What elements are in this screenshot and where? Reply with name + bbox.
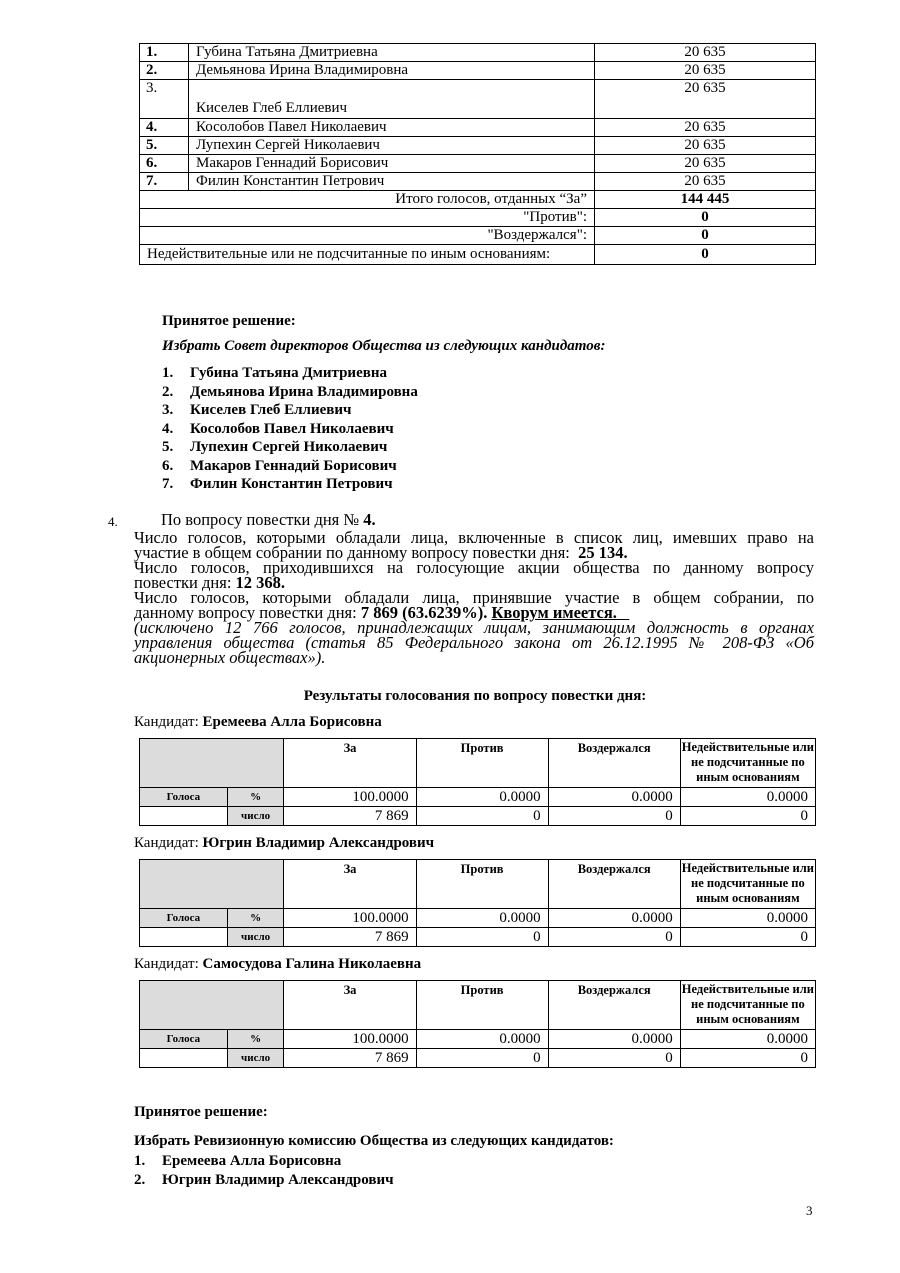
candidate-name: Филин Константин Петрович [189,173,595,191]
q4-line-7: (исключено 12 766 голосов, принадлежащих лицам, занимающим должность в органах [134,618,814,637]
against-value: 0 [595,209,816,227]
cell: 0 [548,928,680,947]
decision-heading: Принятое решение: [134,1104,268,1120]
cell: 100.0000 [284,788,416,807]
q4-line-6: данному вопросу повестки дня: 7 869 (63.6239%). Кворум имеется. [134,603,617,622]
vote-count: 20 635 [595,62,816,80]
question-title: По вопросу повестки дня № 4. [161,510,376,529]
vote-count: 20 635 [595,155,816,173]
percent-label: % [227,1030,284,1049]
cell: 100.0000 [284,909,416,928]
header-invalid: Недействительные или не подсчитанные по иным основаниям [680,981,815,1030]
cell: 0 [548,807,680,826]
table-header-row [140,739,816,788]
candidate-name: Киселев Глеб Еллиевич [189,80,595,119]
row-number: 4. [140,119,189,137]
q4-line-9: акционерных обществах»). [134,648,326,667]
table-row [140,155,816,173]
row-number: 3. [140,80,189,119]
cell: 0 [680,807,815,826]
decision-subheading: Избрать Совет директоров Общества из следующих кандидатов: [162,338,606,354]
abstain-label: "Воздержался": [140,227,595,245]
vote-count: 20 635 [595,44,816,62]
list-item: 5. Лупехин Сергей Николаевич [162,439,388,455]
cell: 0.0000 [416,788,548,807]
row-number: 2. [140,62,189,80]
candidate-vote-table [139,859,816,947]
percent-label: % [227,788,284,807]
question-number: 4. [108,514,118,529]
cell: 0 [416,1049,548,1068]
cell: 7 869 [284,1049,416,1068]
list-item: 4. Косолобов Павел Николаевич [162,420,394,437]
percent-label: % [227,909,284,928]
cell: 0 [548,1049,680,1068]
board-list [162,364,418,494]
header-abstain: Воздержался [548,981,680,1030]
header-invalid: Недействительные или не подсчитанные по иным основаниям [680,739,815,788]
cell: 0.0000 [680,1030,815,1049]
header-for: За [284,739,416,788]
cell: 0.0000 [548,788,680,807]
page-number: 3 [806,1203,813,1218]
candidate-name: Косолобов Павел Николаевич [189,119,595,137]
table-row [140,807,816,826]
abstain-value: 0 [595,227,816,245]
table-row [140,1030,816,1049]
candidate-caption: Кандидат: Еремеева Алла Борисовна [134,714,382,730]
candidate-vote-table [139,738,816,826]
list-item: 2. Югрин Владимир Александрович [134,1172,394,1188]
cell: 0.0000 [680,909,815,928]
audit-commission-list [134,1152,394,1190]
against-row [140,209,816,227]
candidate-name: Губина Татьяна Дмитриевна [189,44,595,62]
list-item: 1. Еремеева Алла Борисовна [134,1153,342,1169]
list-item: 2. Демьянова Ирина Владимировна [162,383,418,400]
abstain-row [140,227,816,245]
cell: 0 [416,928,548,947]
board-votes-table [139,43,816,265]
vote-count: 20 635 [595,137,816,155]
votes-label: Голоса [140,1030,228,1049]
cell: 0 [680,1049,815,1068]
candidate-name: Лупехин Сергей Николаевич [189,137,595,155]
vote-count: 20 635 [595,80,816,119]
count-label: число [227,1049,284,1068]
against-label: "Против": [140,209,595,227]
votes-label: Голоса [140,788,228,807]
cell: 100.0000 [284,1030,416,1049]
cell: 0.0000 [548,909,680,928]
table-row [140,1049,816,1068]
cell: 0 [416,807,548,826]
cell: 7 869 [284,807,416,826]
question-body [134,530,814,665]
cell: 7 869 [284,928,416,947]
total-label: Итого голосов, отданных “За” [140,191,595,209]
decision-heading: Принятое решение: [162,313,296,329]
row-number: 5. [140,137,189,155]
total-value: 144 445 [595,191,816,209]
header-against: Против [416,860,548,909]
total-row [140,191,816,209]
q4-line-3: Число голосов, приходившихся на голосующие акции общества по данному вопросу [134,558,814,577]
header-against: Против [416,981,548,1030]
table-row [140,173,816,191]
q4-line-1: Число голосов, которыми обладали лица, включенные в список лиц, имевших право на [134,528,814,547]
results-heading: Результаты голосования по вопросу повестки дня: [303,688,647,704]
count-label: число [227,807,284,826]
q4-line-2: участие в общем собрании по данному вопросу повестки дня: 25 134. [134,543,628,562]
header-abstain: Воздержался [548,860,680,909]
quorum-status: Кворум имеется. [491,603,617,622]
table-row [140,137,816,155]
table-row [140,62,816,80]
votes-label: Голоса [140,909,228,928]
cell: 0.0000 [416,1030,548,1049]
table-row [140,788,816,807]
list-item: 3. Киселев Глеб Еллиевич [162,402,352,418]
q4-line-5: Число голосов, которыми обладали лица, принявшие участие в общем собрании, по [134,588,814,607]
cell: 0.0000 [548,1030,680,1049]
table-header-row [140,860,816,909]
header-invalid: Недействительные или не подсчитанные по иным основаниям [680,860,815,909]
table-row [140,80,816,119]
candidate-caption: Кандидат: Югрин Владимир Александрович [134,835,435,851]
row-number: 7. [140,173,189,191]
invalid-row [140,245,816,265]
q4-line-8: управления общества (статья 85 Федерального закона от 26.12.1995 № 208-ФЗ «Об [134,633,814,652]
header-abstain: Воздержался [548,739,680,788]
cell: 0.0000 [680,788,815,807]
table-row [140,928,816,947]
table-header-row [140,981,816,1030]
row-number: 6. [140,155,189,173]
table-row [140,44,816,62]
candidate-name: Демьянова Ирина Владимировна [189,62,595,80]
decision-subheading: Избрать Ревизионную комиссию Общества из следующих кандидатов: [134,1133,614,1149]
count-label: число [227,928,284,947]
cell: 0.0000 [416,909,548,928]
invalid-label: Недействительные или не подсчитанные по иным основаниям: [140,245,595,265]
header-for: За [284,981,416,1030]
cell: 0 [680,928,815,947]
q4-line-4: повестки дня: 12 368. [134,573,286,592]
invalid-value: 0 [595,245,816,265]
vote-count: 20 635 [595,173,816,191]
header-against: Против [416,739,548,788]
candidate-caption: Кандидат: Самосудова Галина Николаевна [134,956,422,972]
list-item: 6. Макаров Геннадий Борисович [162,457,397,474]
vote-count: 20 635 [595,119,816,137]
header-for: За [284,860,416,909]
row-number: 1. [140,44,189,62]
table-row [140,119,816,137]
candidate-name: Макаров Геннадий Борисович [189,155,595,173]
table-row [140,909,816,928]
candidate-vote-table [139,980,816,1068]
list-item: 1. Губина Татьяна Дмитриевна [162,365,387,381]
list-item: 7. Филин Константин Петрович [162,476,393,492]
